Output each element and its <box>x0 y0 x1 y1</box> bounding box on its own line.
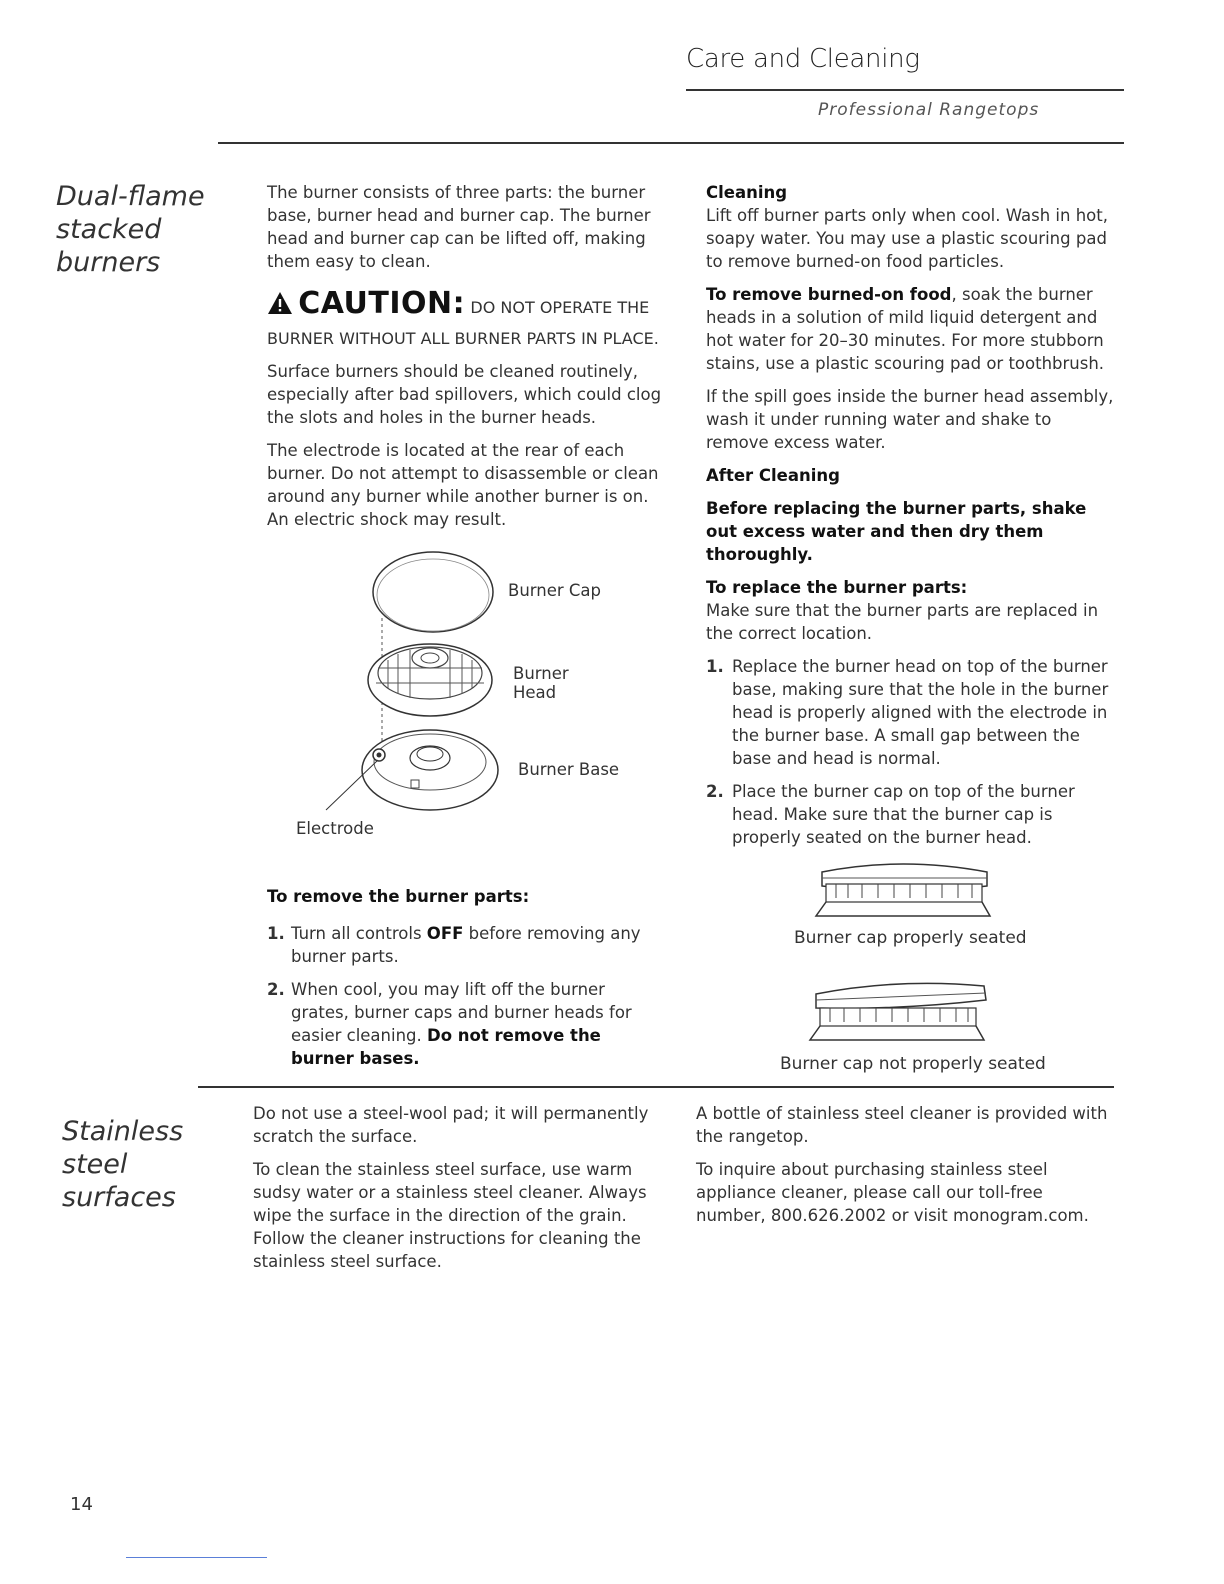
page-header-title: Care and Cleaning <box>686 44 920 74</box>
section-title-burners <box>30 180 270 279</box>
after-cleaning-text: Before replacing the burner parts, shake out excess water and then dry them thoroughly. <box>706 499 1087 564</box>
step-number: 2. <box>706 782 724 801</box>
electrode-warning-text: The electrode is located at the rear of each burner. Do not attempt to disassemble or clean around any burner while another burner is on. An electric shock may result. <box>267 441 659 529</box>
section-title-line: Stainless <box>62 1116 184 1147</box>
step-text-bold: Do not remove the burner bases. <box>291 1026 601 1068</box>
stainless-cleaning-text: To clean the stainless steel surface, use warm sudsy water or a stainless steel cleaner. Always wipe the surface in the direction of the grain. Follow the cleaner instructions for cleaning the stainless steel surface. <box>253 1160 647 1271</box>
remove-parts-block <box>267 885 667 1080</box>
section-divider <box>198 1086 1114 1088</box>
stainless-left-column <box>253 1102 668 1283</box>
replace-parts-heading: To replace the burner parts: <box>706 578 968 597</box>
cleaning-heading: Cleaning <box>706 183 788 202</box>
burned-on-food-text <box>706 283 1118 375</box>
label-electrode: Electrode <box>296 819 374 838</box>
list-item <box>267 922 667 968</box>
burner-head-shape <box>368 644 492 716</box>
steel-wool-warning: Do not use a steel-wool pad; it will permanently scratch the surface. <box>253 1104 649 1146</box>
burner-cap-shape <box>373 552 493 632</box>
caption-cap-not-seated: Burner cap not properly seated <box>780 1054 1046 1074</box>
spill-text: If the spill goes inside the burner head assembly, wash it under running water and shake to remove excess water. <box>706 387 1114 452</box>
footer-line <box>126 1557 267 1558</box>
caution-text: DO NOT OPERATE THE <box>470 298 650 317</box>
section-title-line: steel <box>62 1149 128 1180</box>
caution-block <box>267 287 667 350</box>
cleaning-text: Lift off burner parts only when cool. Wash in hot, soapy water. You may use a plastic scouring pad to remove burned-on food particles. <box>706 206 1108 271</box>
burner-intro-column <box>267 181 667 541</box>
cleaner-purchase-text: To inquire about purchasing stainless steel appliance cleaner, please call our toll-free number, 800.626.2002 or visit monogram.com. <box>696 1160 1089 1225</box>
burner-intro-text: The burner consists of three parts: the burner base, burner head and burner cap. The burner head and burner cap can be lifted off, making them easy to clean. <box>267 183 651 271</box>
list-item <box>267 978 667 1070</box>
header-divider <box>686 89 1124 91</box>
page-number: 14 <box>70 1494 93 1515</box>
stainless-right-column <box>696 1102 1114 1237</box>
cleaning-column <box>706 181 1118 859</box>
label-burner-cap: Burner Cap <box>508 581 602 600</box>
burner-base-shape <box>362 730 498 810</box>
section-divider-top <box>218 142 1124 144</box>
list-item <box>706 655 1118 770</box>
caution-word: CAUTION: <box>298 286 466 321</box>
step-text-bold: OFF <box>426 924 464 943</box>
cap-seated-diagram <box>812 858 994 920</box>
page-header-subtitle: Professional Rangetops <box>818 100 1040 120</box>
caption-cap-seated: Burner cap properly seated <box>794 928 1027 948</box>
step-text: Replace the burner head on top of the burner base, making sure that the hole in the burner head is properly aligned with the electrode in the burner base. A small gap between the base and head is normal. <box>732 657 1109 768</box>
section-title-stainless <box>62 1115 242 1214</box>
replace-parts-intro: Make sure that the burner parts are replaced in the correct location. <box>706 601 1099 643</box>
list-item <box>706 780 1118 849</box>
label-burner-head-line: Head <box>513 683 557 702</box>
after-cleaning-heading: After Cleaning <box>706 466 840 485</box>
section-title-line: surfaces <box>62 1182 176 1213</box>
cleaner-provided-text: A bottle of stainless steel cleaner is provided with the rangetop. <box>696 1104 1108 1146</box>
burner-exploded-diagram <box>290 548 660 848</box>
section-title-line: stacked burners <box>56 214 162 278</box>
step-number: 2. <box>267 980 285 999</box>
section-title-line: Dual-flame <box>56 181 205 212</box>
label-burner-head <box>513 664 569 702</box>
step-text: Turn all controls <box>291 924 427 943</box>
step-number: 1. <box>267 924 285 943</box>
caution-text-line2: BURNER WITHOUT ALL BURNER PARTS IN PLACE. <box>267 329 659 348</box>
burned-on-food-bold: To remove burned-on food <box>706 285 952 304</box>
burned-on-food-body: , soak the burner heads in a solution of mild liquid detergent and hot water for 20–30 minutes. For more stubborn stains, use a plastic scouring pad or toothbrush. <box>706 285 1105 373</box>
step-text: before removing any burner parts. <box>291 924 641 966</box>
cleaning-routine-text: Surface burners should be cleaned routinely, especially after bad spillovers, which could clog the slots and holes in the burner heads. <box>267 362 662 427</box>
step-number: 1. <box>706 657 724 676</box>
warning-triangle-icon <box>267 291 293 327</box>
step-text: When cool, you may lift off the burner grates, burner caps and burner heads for easier cleaning. <box>291 980 632 1045</box>
label-burner-base: Burner Base <box>518 760 620 779</box>
remove-parts-heading: To remove the burner parts: <box>267 887 530 906</box>
label-burner-head-line: Burner <box>513 664 569 683</box>
cap-not-seated-diagram <box>808 978 994 1046</box>
step-text: Place the burner cap on top of the burner head. Make sure that the burner cap is properly seated on the burner head. <box>732 782 1075 847</box>
